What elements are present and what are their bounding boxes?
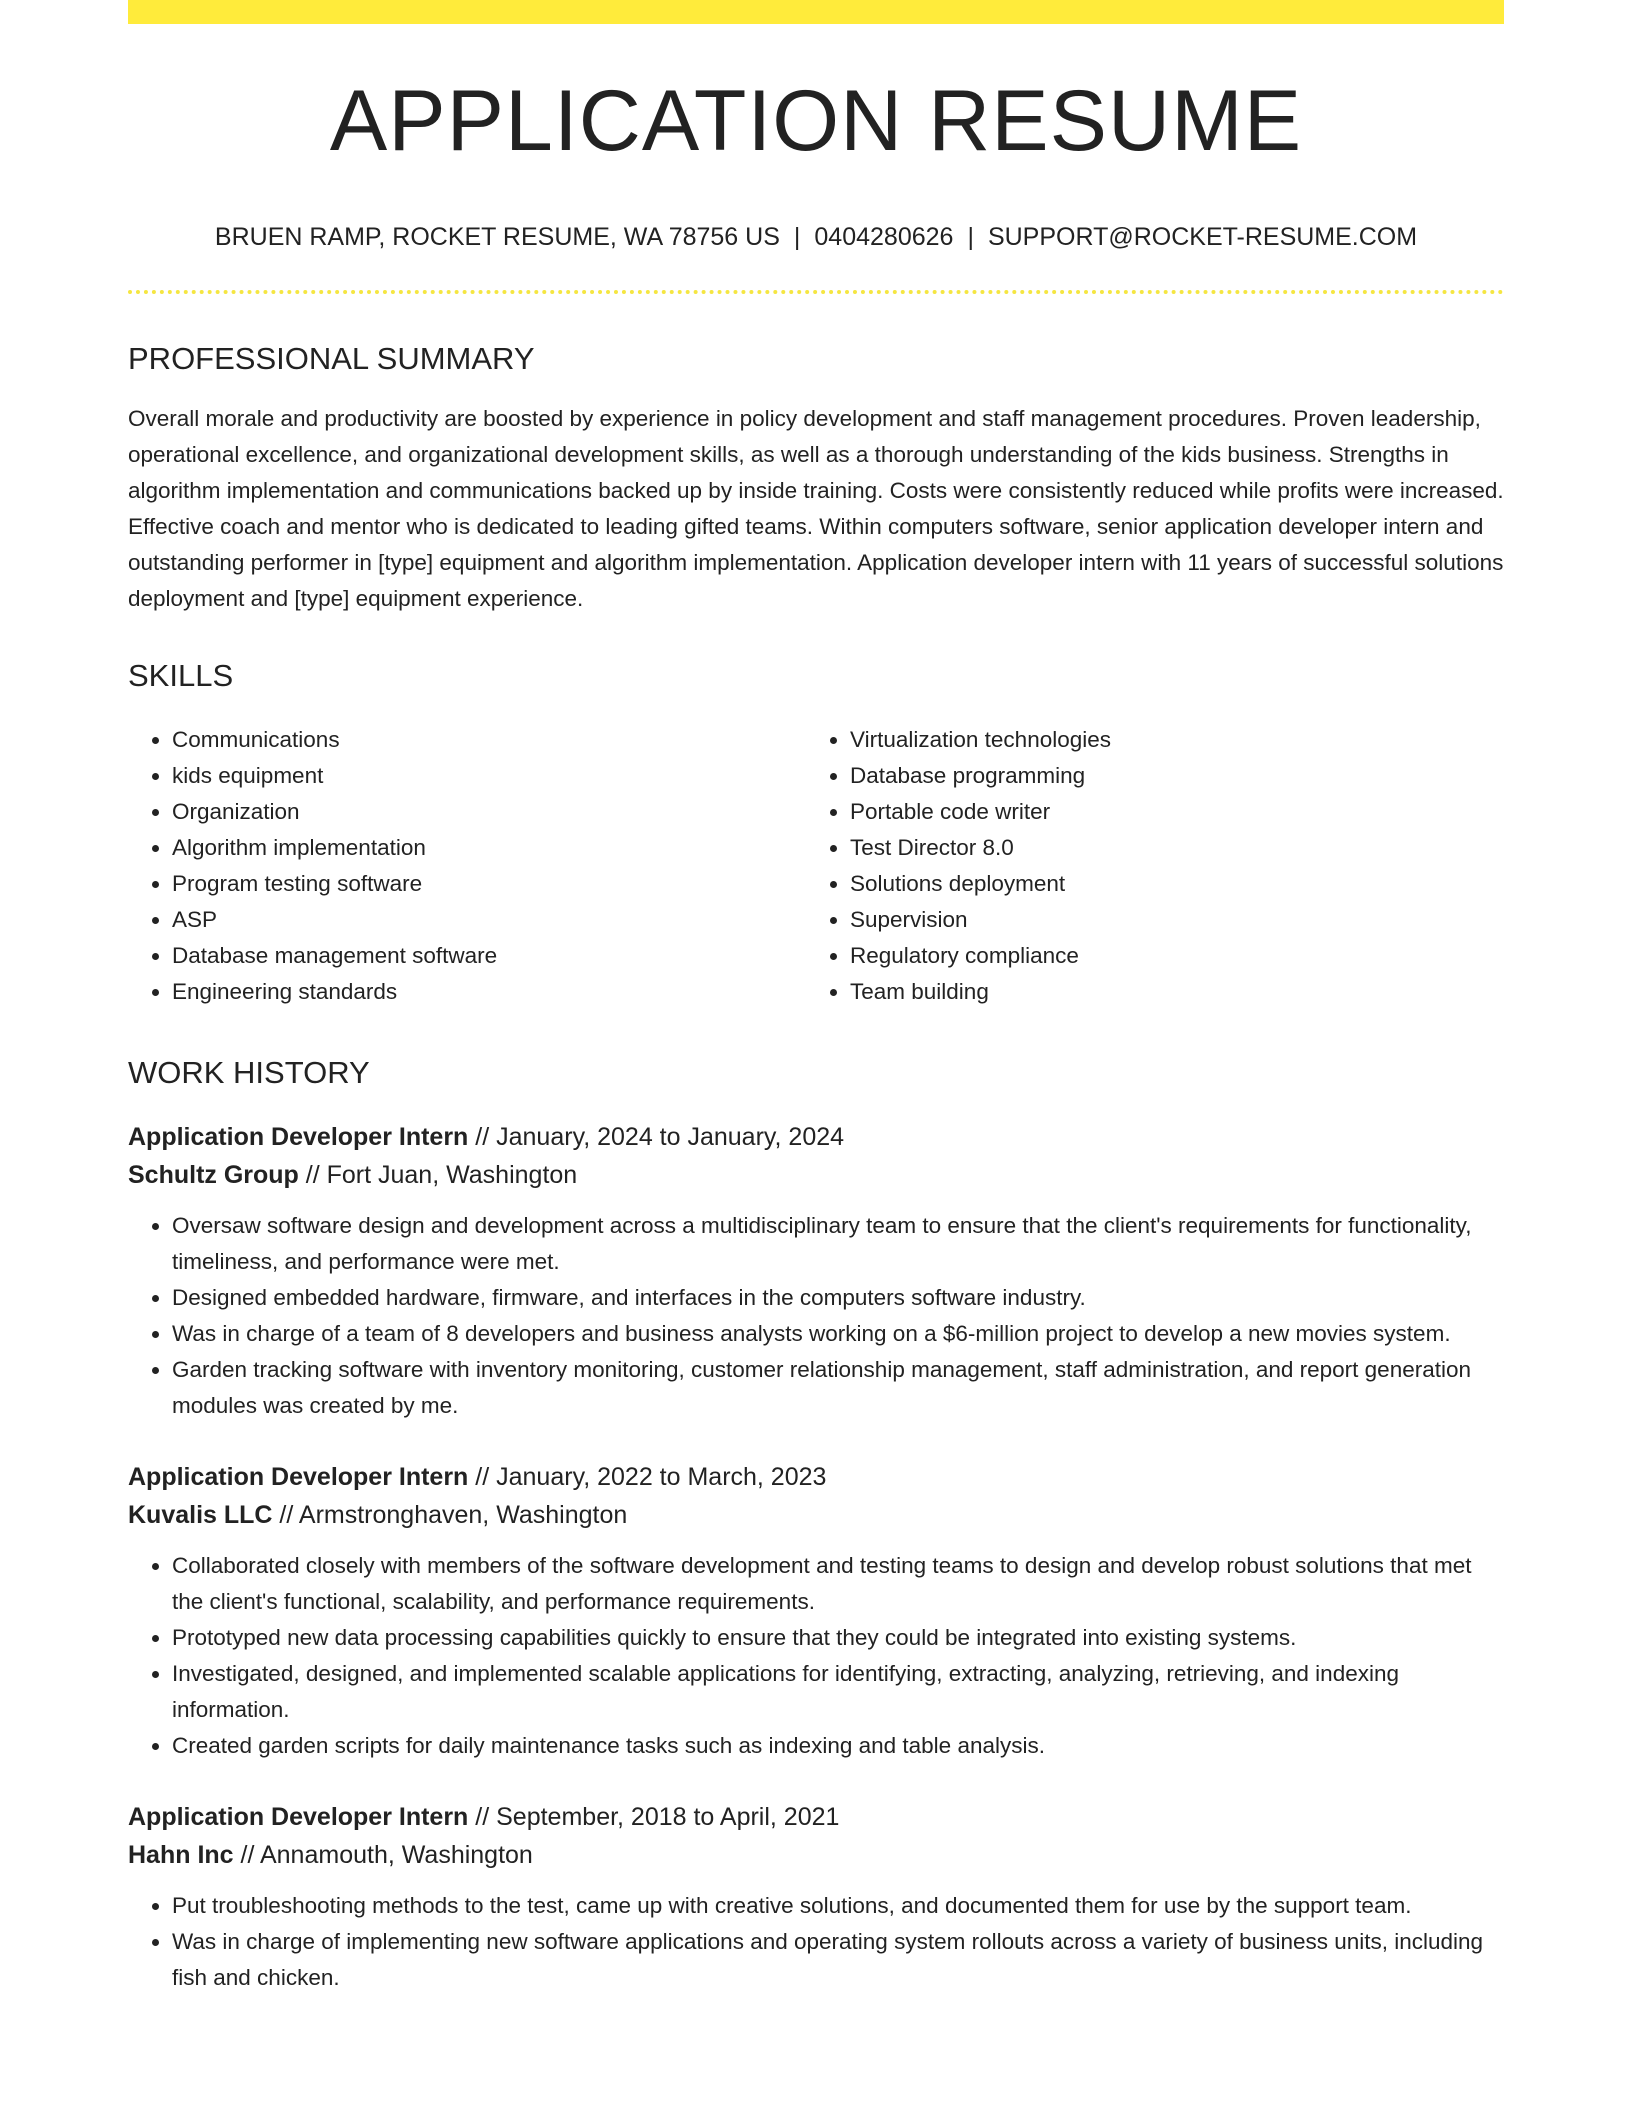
job-location: // Armstronghaven, Washington bbox=[272, 1500, 628, 1529]
skill-item: • Communications bbox=[172, 722, 806, 758]
job-location: // Annamouth, Washington bbox=[233, 1840, 533, 1869]
resume-page bbox=[128, 0, 1504, 1996]
contact-phone: 0404280626 bbox=[814, 223, 954, 251]
skill-item: • Solutions deployment bbox=[850, 866, 1484, 902]
dotted-divider bbox=[128, 290, 1504, 294]
summary-heading: PROFESSIONAL SUMMARY bbox=[128, 341, 535, 376]
job-company: Hahn Inc bbox=[128, 1840, 234, 1869]
contact-separator: | bbox=[967, 223, 974, 251]
job-title: Application Developer Intern bbox=[128, 1802, 469, 1831]
skill-item: • Virtualization technologies bbox=[850, 722, 1484, 758]
skill-item: • kids equipment bbox=[172, 758, 806, 794]
job-bullets bbox=[128, 1208, 1504, 1424]
job-bullets bbox=[128, 1888, 1504, 1996]
job-bullet: • Collaborated closely with members of the software development and testing teams to design and develop robust solutions that met the client's functional, scalability, and performance requirements. bbox=[172, 1548, 1504, 1620]
job-entry bbox=[128, 1118, 1504, 1424]
job-bullet: • Garden tracking software with inventory monitoring, customer relationship management, staff administration, and report generation modules was created by me. bbox=[172, 1352, 1504, 1424]
page-title: APPLICATION RESUME bbox=[329, 73, 1303, 169]
job-dates: // January, 2024 to January, 2024 bbox=[468, 1122, 845, 1151]
skill-item: • Test Director 8.0 bbox=[850, 830, 1484, 866]
contact-email: SUPPORT@ROCKET-RESUME.COM bbox=[987, 223, 1418, 251]
skills-column-left bbox=[128, 722, 806, 1010]
job-location: // Fort Juan, Washington bbox=[298, 1160, 578, 1189]
skill-item: • Portable code writer bbox=[850, 794, 1484, 830]
job-company: Schultz Group bbox=[128, 1160, 299, 1189]
skill-item: • Database programming bbox=[850, 758, 1484, 794]
contact-address: BRUEN RAMP, ROCKET RESUME, WA 78756 US bbox=[214, 223, 780, 251]
accent-top-bar bbox=[128, 0, 1504, 24]
job-bullet: • Prototyped new data processing capabilities quickly to ensure that they could be integrated into existing systems. bbox=[172, 1620, 1504, 1656]
job-title-line bbox=[128, 1798, 1504, 1836]
skill-item: • Supervision bbox=[850, 902, 1484, 938]
skills-heading: SKILLS bbox=[128, 658, 234, 694]
job-title: Application Developer Intern bbox=[128, 1462, 469, 1491]
job-bullet: • Was in charge of a team of 8 developers and business analysts working on a $6-million project to develop a new movies system. bbox=[172, 1316, 1504, 1352]
job-entry bbox=[128, 1798, 1504, 1996]
job-dates: // September, 2018 to April, 2021 bbox=[468, 1802, 840, 1831]
job-title-line bbox=[128, 1458, 1504, 1496]
job-company-line bbox=[128, 1836, 1504, 1874]
job-entry bbox=[128, 1458, 1504, 1764]
skill-item: • ASP bbox=[172, 902, 806, 938]
job-bullet: • Designed embedded hardware, firmware, and interfaces in the computers software industry. bbox=[172, 1280, 1504, 1316]
skill-item: • Regulatory compliance bbox=[850, 938, 1484, 974]
skills-column-right bbox=[806, 722, 1484, 1010]
skills-list bbox=[128, 722, 1504, 1010]
contact-separator: | bbox=[793, 223, 801, 251]
job-title: Application Developer Intern bbox=[128, 1122, 469, 1151]
skill-item: • Algorithm implementation bbox=[172, 830, 806, 866]
job-bullets bbox=[128, 1548, 1504, 1764]
job-dates: // January, 2022 to March, 2023 bbox=[468, 1462, 827, 1491]
job-company: Kuvalis LLC bbox=[128, 1500, 273, 1529]
job-company-line bbox=[128, 1496, 1504, 1534]
contact-line bbox=[128, 222, 1504, 252]
skill-item: • Engineering standards bbox=[172, 974, 806, 1010]
skill-item: • Program testing software bbox=[172, 866, 806, 902]
skill-item: • Team building bbox=[850, 974, 1484, 1010]
job-bullet: • Investigated, designed, and implemented scalable applications for identifying, extracting, analyzing, retrieving, and indexing information. bbox=[172, 1656, 1504, 1728]
skill-item: • Organization bbox=[172, 794, 806, 830]
skill-item: • Database management software bbox=[172, 938, 806, 974]
job-bullet: • Was in charge of implementing new software applications and operating system rollouts across a variety of business units, including fish and chicken. bbox=[172, 1924, 1504, 1996]
work-history-heading: WORK HISTORY bbox=[128, 1055, 370, 1091]
job-bullet: • Created garden scripts for daily maintenance tasks such as indexing and table analysis. bbox=[172, 1728, 1504, 1764]
job-bullet: • Put troubleshooting methods to the test, came up with creative solutions, and documented them for use by the support team. bbox=[172, 1888, 1504, 1924]
job-company-line bbox=[128, 1156, 1504, 1194]
job-title-line bbox=[128, 1118, 1504, 1156]
summary-text: Overall morale and productivity are boosted by experience in policy development and staff management procedures. Proven leadership, operational excellence, and organizational development skills, as well as a thorough understanding of the kids business. Strengths in algorithm implementation and communications backed up by inside training. Costs were consistently reduced while profits were increased. Effective coach and mentor who is dedicated to leading gifted teams. Within computers software, senior application developer intern and outstanding performer in [type] equipment and algorithm implementation. Application developer intern with 11 years of successful solutions deployment and [type] equipment experience. bbox=[128, 406, 1504, 612]
job-bullet: • Oversaw software design and development across a multidisciplinary team to ensure that the client's requirements for functionality, timeliness, and performance were met. bbox=[172, 1208, 1504, 1280]
